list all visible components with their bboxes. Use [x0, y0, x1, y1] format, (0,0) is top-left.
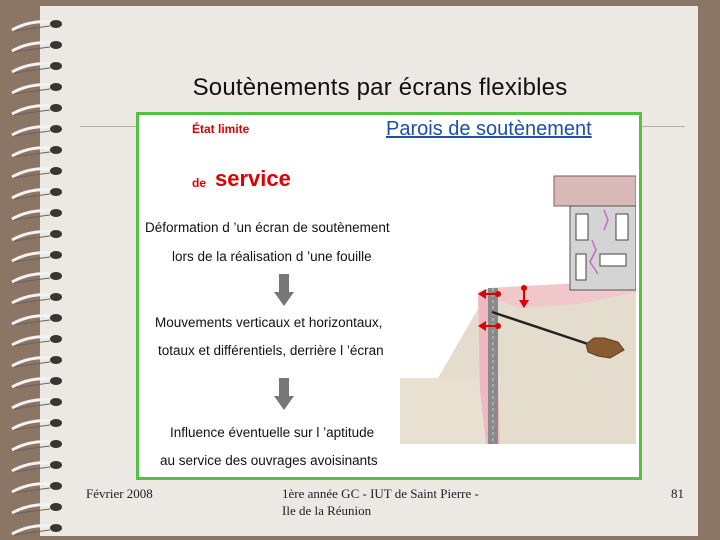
spiral-ring — [12, 398, 62, 409]
spiral-ring — [12, 293, 62, 304]
retaining-wall-illustration — [400, 170, 636, 444]
de-label: de — [192, 176, 207, 190]
house-window — [576, 214, 588, 240]
spiral-ring — [12, 230, 62, 241]
spiral-ring — [12, 335, 62, 346]
footer-date: Février 2008 — [86, 486, 153, 501]
text-line: lors de la réalisation d ’une fouille — [172, 249, 372, 264]
slide-title: Soutènements par écrans flexibles — [192, 74, 568, 102]
spiral-ring — [12, 251, 62, 262]
spiral-ring — [12, 356, 62, 367]
down-arrow-icon — [274, 378, 294, 410]
footer-course-line1: 1ère année GC - IUT de Saint Pierre - — [282, 486, 479, 501]
spiral-ring — [12, 20, 62, 31]
spiral-ring — [12, 104, 62, 115]
footer-course-line2: Ile de la Réunion — [282, 503, 372, 518]
text-line: Mouvements verticaux et horizontaux, — [155, 315, 383, 330]
spiral-ring — [12, 209, 62, 220]
down-arrow-icon — [274, 274, 294, 306]
text-line: au service des ouvrages avoisinants — [160, 453, 378, 468]
house-roof — [554, 176, 636, 206]
spiral-ring — [12, 83, 62, 94]
text-line: totaux et différentiels, derrière l ’écran — [158, 343, 384, 358]
spiral-ring — [12, 461, 62, 472]
house-window — [616, 214, 628, 240]
text-line: Déformation d ’un écran de soutènement — [145, 220, 390, 235]
spiral-ring — [12, 41, 62, 52]
spiral-ring — [12, 524, 62, 535]
spiral-ring — [12, 62, 62, 73]
etat-limite-label: État limite — [192, 122, 250, 136]
spiral-ring — [12, 314, 62, 325]
spiral-ring — [12, 167, 62, 178]
page-number: 81 — [671, 486, 684, 501]
spiral-ring — [12, 188, 62, 199]
spiral-binding — [0, 0, 90, 540]
spiral-ring — [12, 482, 62, 493]
spiral-ring — [12, 440, 62, 451]
spiral-ring — [12, 146, 62, 157]
service-label: service — [215, 166, 291, 191]
text-line: Influence éventuelle sur l ’aptitude — [170, 425, 375, 440]
house-window — [600, 254, 626, 266]
spiral-ring — [12, 125, 62, 136]
spiral-ring — [12, 377, 62, 388]
house-window — [576, 254, 586, 280]
parois-heading: Parois de soutènement — [386, 118, 592, 140]
spiral-ring — [12, 419, 62, 430]
spiral-ring — [12, 503, 62, 514]
spiral-ring — [12, 272, 62, 283]
